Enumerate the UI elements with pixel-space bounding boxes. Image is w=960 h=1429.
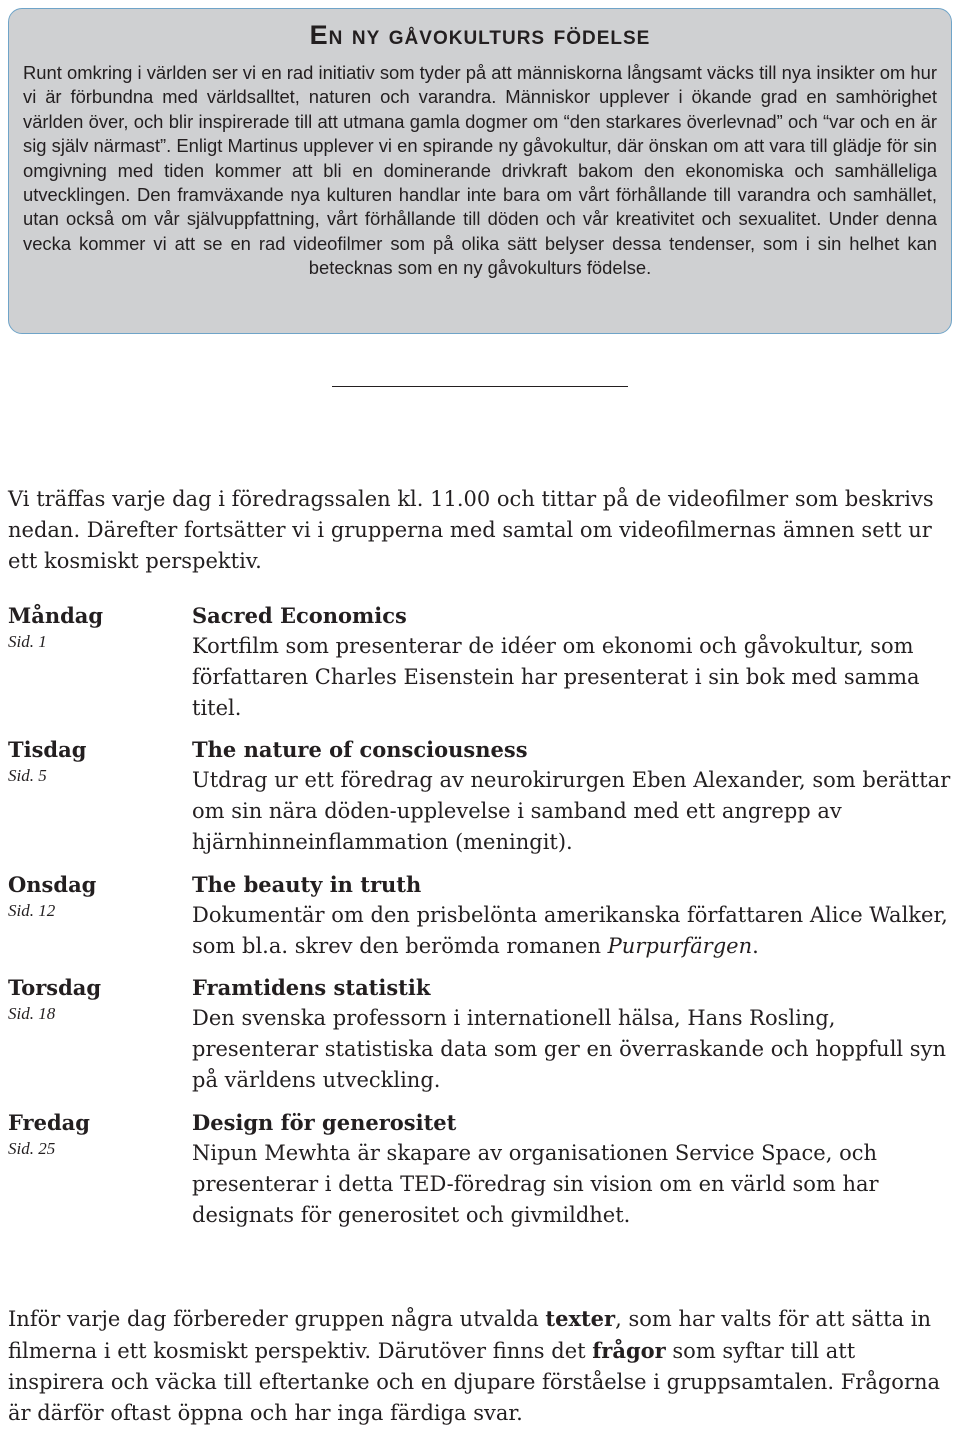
film-description <box>192 900 952 962</box>
film-description-text: Dokumentär om den prisbelönta amerikanska författaren Alice Walker, som bl.a. skrev den berömda romanen <box>192 903 948 958</box>
lead-paragraph: Vi träffas varje dag i föredragssalen kl. 11.00 och tittar på de videofilmer som beskrivs nedan. Därefter fortsätter vi i grupperna med samtal om videofilmernas ämnen sett ur ett kosmiskt perspektiv. <box>8 487 934 573</box>
divider <box>332 386 628 387</box>
intro-title: En ny gåvokulturs födelse <box>309 20 651 50</box>
film-entry <box>192 869 952 962</box>
film-title: Framtidens statistik <box>192 975 431 1000</box>
film-entry <box>192 1107 952 1231</box>
book-title: Purpurfärgen <box>607 934 753 958</box>
page-reference: Sid. 12 <box>8 901 56 920</box>
day-name: Fredag <box>8 1110 90 1135</box>
day-name: Onsdag <box>8 872 97 897</box>
film-description: Den svenska professorn i internationell hälsa, Hans Rosling, presenterar statistiska data som ger en överraskande och hoppfull syn på världens utveckling. <box>192 1006 946 1092</box>
emphasis-fragor: frågor <box>592 1338 666 1363</box>
film-entry <box>192 734 952 858</box>
closing-text: som syftar till att inspirera och väcka till eftertanke och en djupare förståelse i gruppsamtalen. Frågorna är därför oftast öppna och har inga färdiga svar. <box>8 1339 941 1425</box>
film-description: Kortfilm som presenterar de idéer om ekonomi och gåvokultur, som författaren Charles Eisenstein har presenterat i sin bok med samma titel. <box>192 634 920 720</box>
day-name: Tisdag <box>8 737 87 762</box>
film-title: The beauty in truth <box>192 872 422 897</box>
film-entry <box>192 600 952 724</box>
emphasis-texter: texter <box>545 1306 616 1331</box>
intro-text: Runt omkring i världen ser vi en rad initiativ som tyder på att människorna långsamt väcks till nya insikter om hur vi är förbundna med världsalltet, naturen och varandra. Människor upplever i ökande grad en samhörighet världen över, och blir inspirerade till att utmana gamla dogmer om “den starkares överlevnad” och “var och en är sig själv närmast”. Enligt Martinus upplever vi en spirande ny gåvokultur, där önskan om att vara till glädje för sin omgivning med tiden kommer att bli en dominerande drivkraft bakom den ekonomiska och samhälleliga utvecklingen. Den framväxande nya kulturen handlar inte bara om vårt förhållande till varandra och samhället, utan också om vår självuppfattning, vårt förhållande till döden och vår kreativitet och sexualitet. Under denna vecka kommer vi att se en rad videofilmer som på olika sätt belyser dessa tendenser, som i sin helhet kan betecknas som en ny gåvokulturs födelse. <box>23 62 937 279</box>
closing-text: Inför varje dag förbereder gruppen några utvalda <box>8 1307 546 1331</box>
film-title: Design för generositet <box>192 1110 457 1135</box>
film-entry <box>192 972 952 1096</box>
page-reference: Sid. 25 <box>8 1139 56 1158</box>
page-reference: Sid. 18 <box>8 1004 56 1023</box>
day-name: Måndag <box>8 603 104 628</box>
page-reference: Sid. 5 <box>8 766 47 785</box>
film-description: Nipun Mewhta är skapare av organisationen Service Space, och presenterar i detta TED-föredrag sin vision om en värld som har designats för generositet och givmildhet. <box>192 1141 879 1227</box>
page-reference: Sid. 1 <box>8 632 47 651</box>
film-title: The nature of consciousness <box>192 737 528 762</box>
film-description-end: . <box>752 934 759 958</box>
film-description: Utdrag ur ett föredrag av neurokirurgen Eben Alexander, som berättar om sin nära döden-upplevelse i samband med ett angrepp av hjärnhinneinflammation (meningit). <box>192 768 951 854</box>
film-title: Sacred Economics <box>192 603 407 628</box>
closing-text: , som har valts för att sätta in filmerna i ett kosmiskt perspektiv. Därutöver finns det <box>8 1307 932 1363</box>
intro-box <box>8 8 952 334</box>
day-name: Torsdag <box>8 975 102 1000</box>
closing-paragraph <box>8 1303 952 1429</box>
